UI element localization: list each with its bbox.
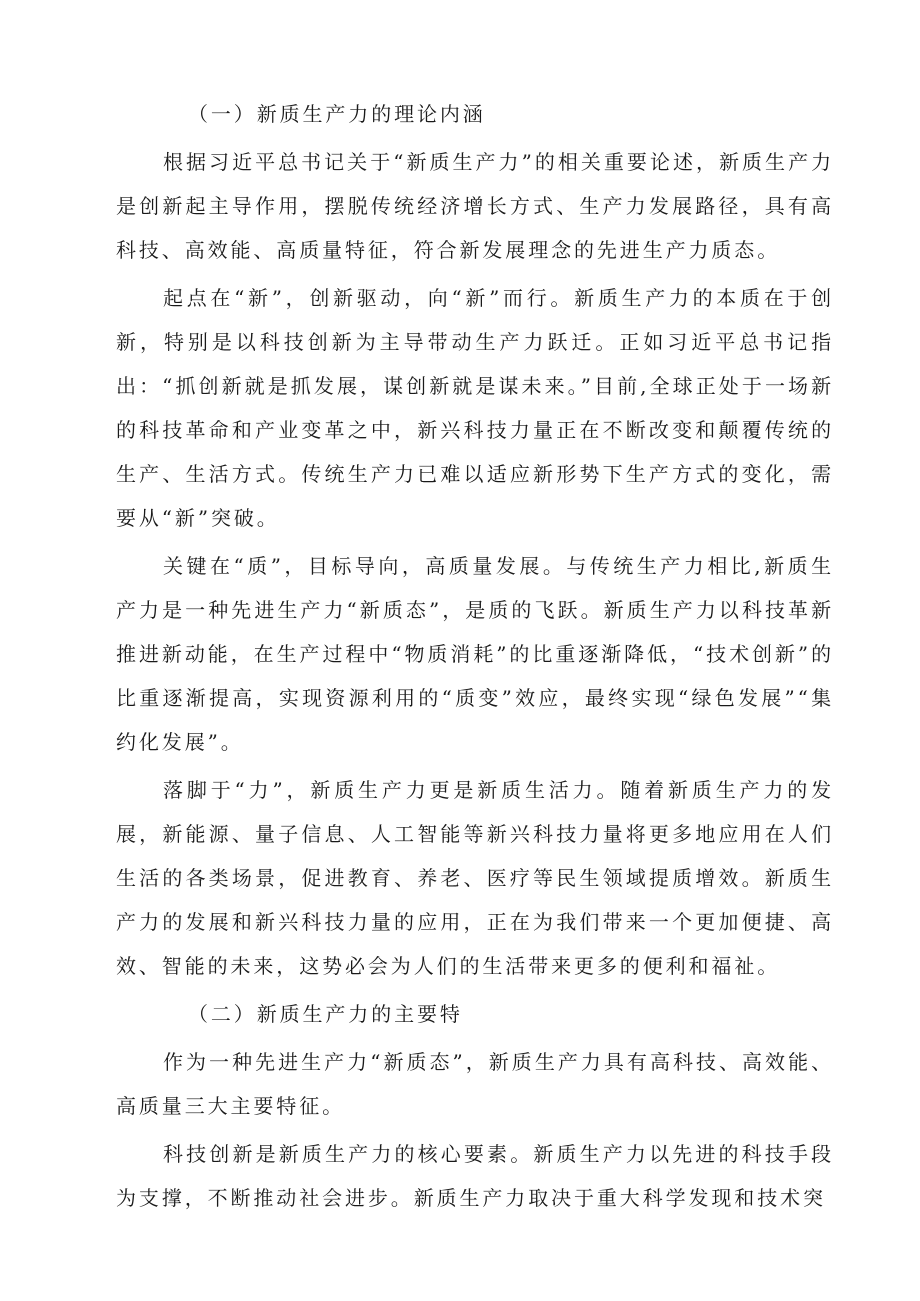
paragraph-quality: 关键在“质”，目标导向，高质量发展。与传统生产力相比,新质生产力是一种先进生产力“新质态”，是质的飞跃。新质生产力以科技革新推进新动能，在生产过程中“物质消耗”的比重逐渐降低，“技术创新”的比重逐渐提高，实现资源利用的“质变”效应，最终实现“绿色发展”“集约化发展”。 [116,554,834,754]
paragraph-definition: 根据习近平总书记关于“新质生产力”的相关重要论述，新质生产力是创新起主导作用，摆脱传统经济增长方式、生产力发展路径，具有高科技、高效能、高质量特征，符合新发展理念的先进生产力质态。 [116,150,834,262]
paragraph-innovation: 科技创新是新质生产力的核心要素。新质生产力以先进的科技手段为支撑，不断推动社会进步。新质生产力取决于重大科学发现和技术突 [116,1142,834,1210]
section-heading-1: （一）新质生产力的理论内涵 [188,102,486,126]
document-body [116,92,834,1224]
paragraph-force: 落脚于“力”，新质生产力更是新质生活力。随着新质生产力的发展，新能源、量子信息、人工智能等新兴科技力量将更多地应用在人们生活的各类场景，促进教育、养老、医疗等民生领域提质增效。新质生产力的发展和新兴科技力量的应用，正在为我们带来一个更加便捷、高效、智能的未来，这势必会为人们的生活带来更多的便利和福祉。 [116,778,834,978]
section-heading-2: （二）新质生产力的主要特 [188,1002,463,1026]
paragraph-new: 起点在“新”，创新驱动，向“新”而行。新质生产力的本质在于创新，特别是以科技创新为主导带动生产力跃迁。正如习近平总书记指出：“抓创新就是抓发展，谋创新就是谋未来。”目前,全球正处于一场新的科技革命和产业变革之中，新兴科技力量正在不断改变和颠覆传统的生产、生活方式。传统生产力已难以适应新形势下生产方式的变化，需要从“新”突破。 [116,286,834,530]
paragraph-features: 作为一种先进生产力“新质态”，新质生产力具有高科技、高效能、高质量三大主要特征。 [116,1050,834,1118]
